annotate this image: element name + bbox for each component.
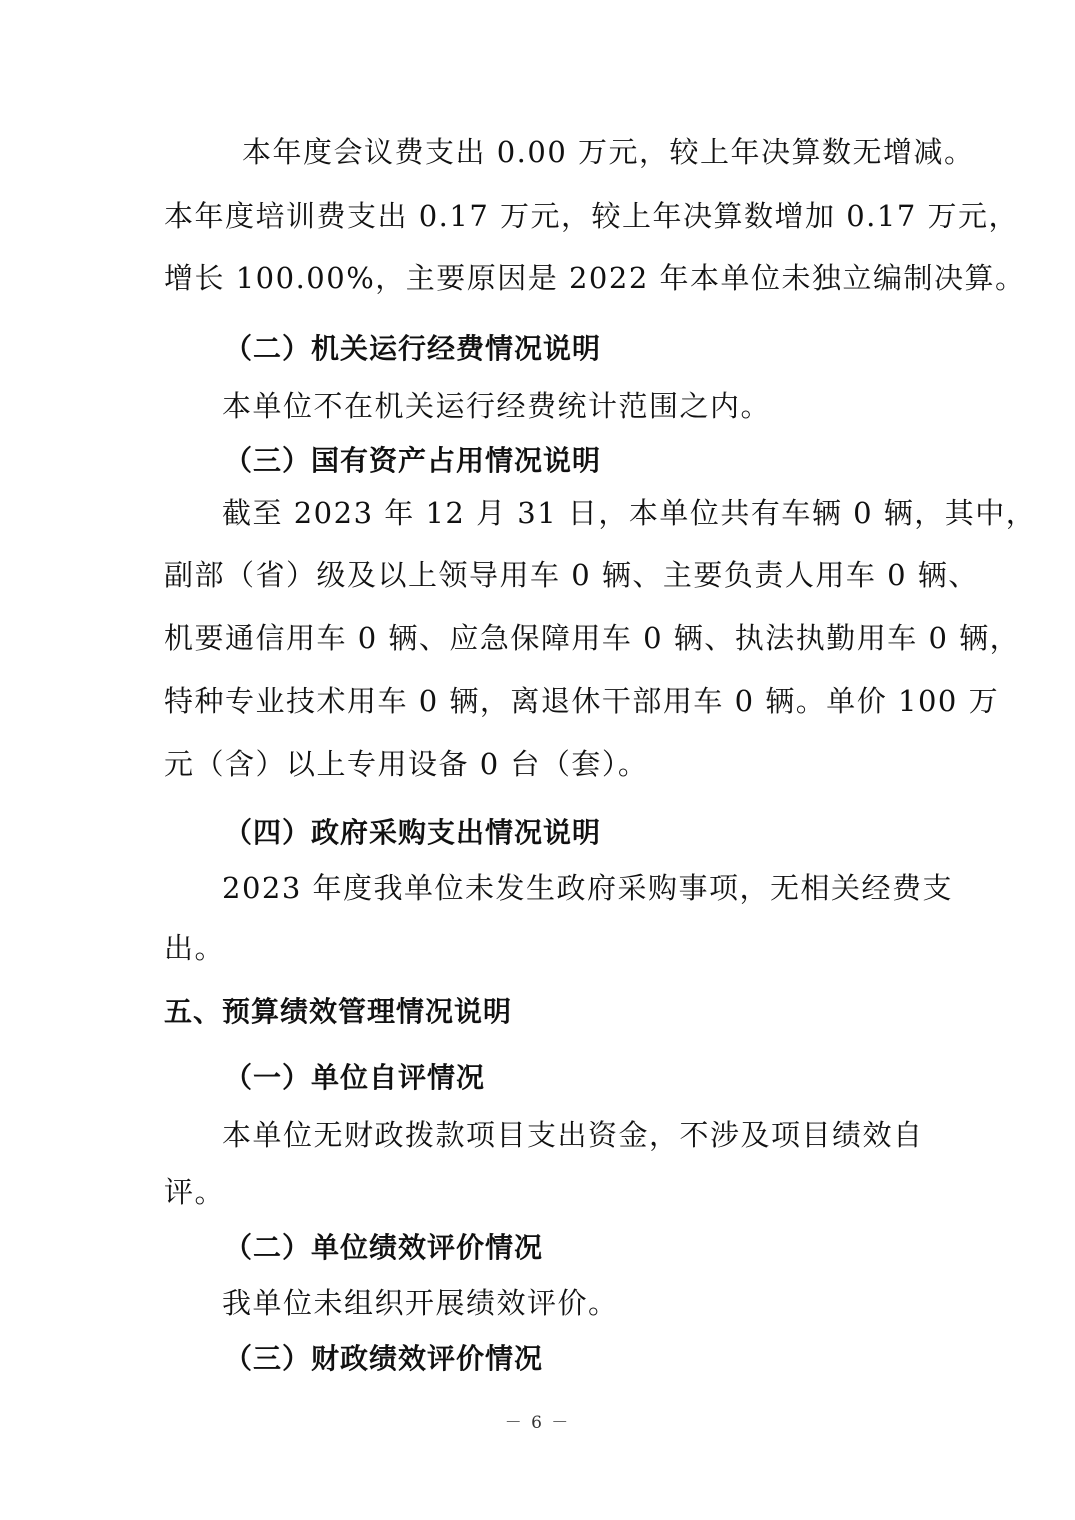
paragraph-line: 本年度培训费支出 0.17 万元，较上年决算数增加 0.17 万元， — [164, 199, 1020, 233]
subsection-heading: （二）机关运行经费情况说明 — [224, 332, 602, 365]
paragraph-line: 增长 100.00%，主要原因是 2022 年本单位未独立编制决算。 — [164, 261, 1026, 295]
paragraph-line: 2023 年度我单位未发生政府采购事项，无相关经费支 — [222, 871, 954, 905]
subsection-heading: （四）政府采购支出情况说明 — [224, 816, 602, 849]
paragraph-line: 副部（省）级及以上领导用车 0 辆、主要负责人用车 0 辆、 — [164, 558, 979, 592]
paragraph-line: 机要通信用车 0 辆、应急保障用车 0 辆、执法执勤用车 0 辆， — [164, 621, 1021, 655]
paragraph-line: 本单位不在机关运行经费统计范围之内。 — [222, 389, 772, 423]
paragraph-line: 本年度会议费支出 0.00 万元，较上年决算数无增减。 — [242, 135, 975, 169]
paragraph-line: 截至 2023 年 12 月 31 日，本单位共有车辆 0 辆，其中， — [222, 496, 1037, 530]
subsection-heading: （三）国有资产占用情况说明 — [224, 444, 602, 477]
page-number: － 6 － — [504, 1413, 571, 1433]
paragraph-line: 本单位无财政拨款项目支出资金，不涉及项目绩效自 — [222, 1118, 924, 1152]
subsection-heading: （一）单位自评情况 — [224, 1061, 486, 1094]
paragraph-line: 评。 — [164, 1175, 226, 1209]
paragraph-line: 元（含）以上专用设备 0 台（套）。 — [164, 747, 649, 781]
paragraph-line: 出。 — [164, 931, 226, 965]
subsection-heading: （二）单位绩效评价情况 — [224, 1231, 544, 1264]
paragraph-line: 特种专业技术用车 0 辆，离退休干部用车 0 辆。单价 100 万 — [164, 684, 1000, 718]
paragraph-line: 我单位未组织开展绩效评价。 — [222, 1286, 619, 1320]
subsection-heading: （三）财政绩效评价情况 — [224, 1342, 544, 1375]
section-heading: 五、预算绩效管理情况说明 — [164, 995, 513, 1028]
